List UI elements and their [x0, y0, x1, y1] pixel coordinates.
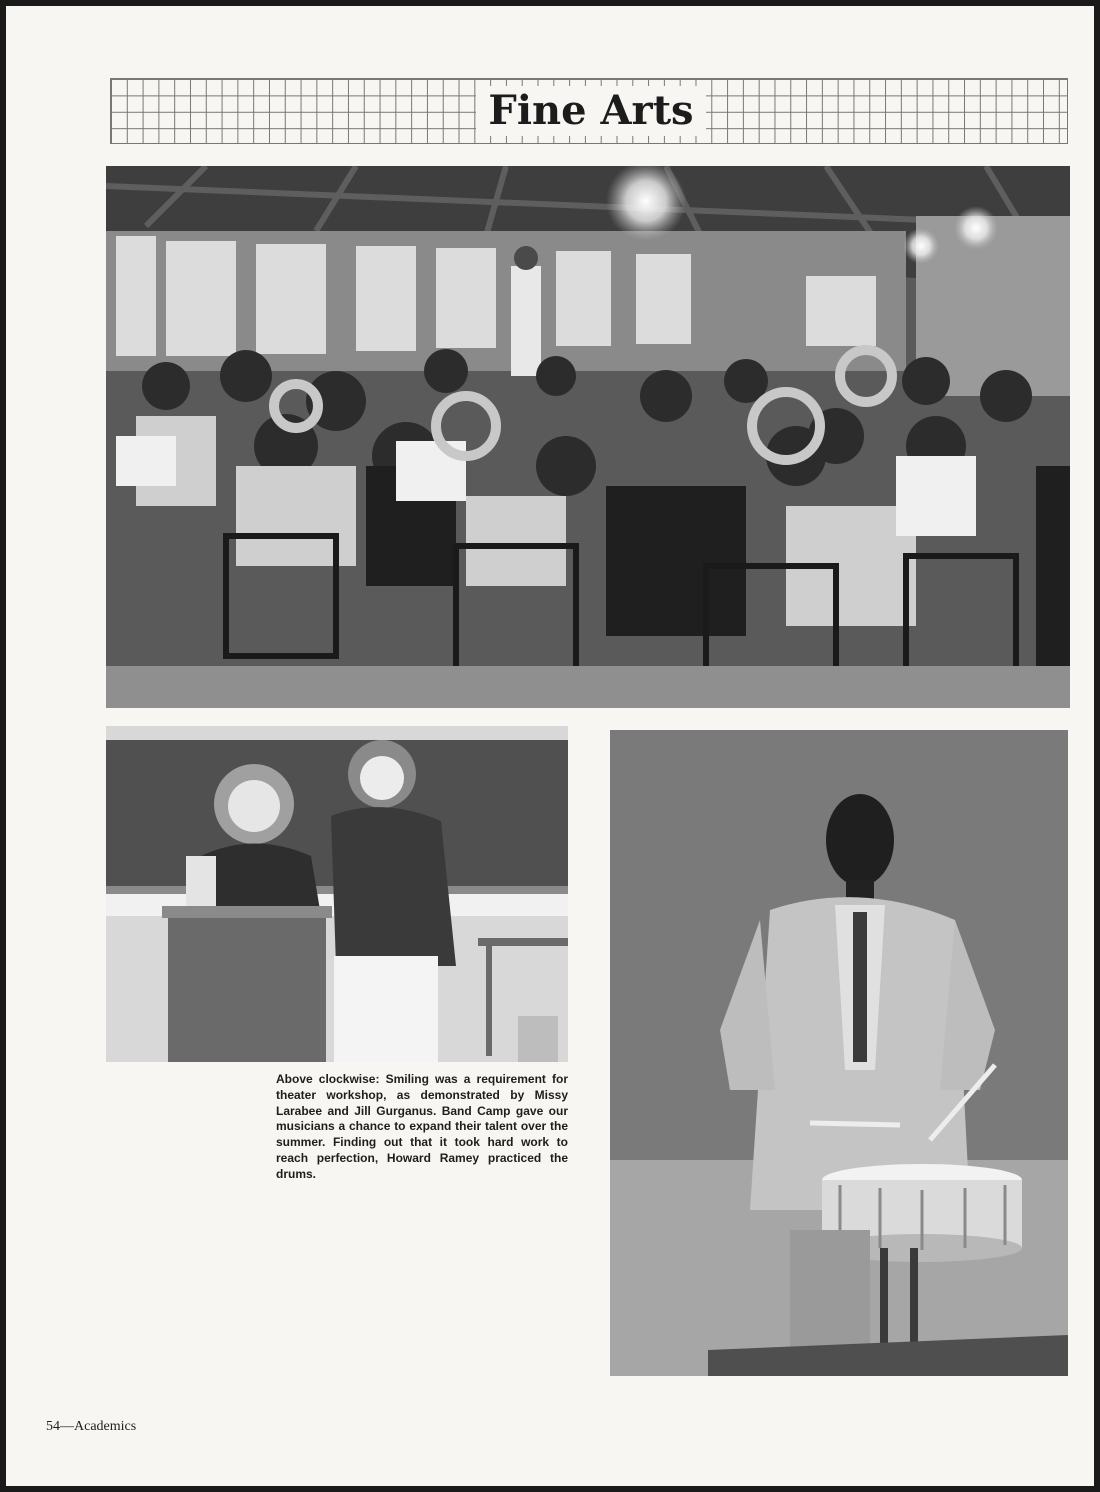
- theater-workshop-photo: [106, 726, 568, 1062]
- drummer-illustration: [610, 730, 1068, 1376]
- drummer-photo: [610, 730, 1068, 1376]
- band-camp-illustration: [106, 166, 1070, 708]
- page-folio: 54—Academics: [46, 1419, 137, 1434]
- band-camp-photo: [106, 166, 1070, 708]
- page-title: Fine Arts: [476, 86, 706, 136]
- theater-workshop-illustration: [106, 726, 568, 1062]
- photo-caption: Above clockwise: Smiling was a requirement for theater workshop, as demonstrated by Missy Larabee and Jill Gurganus. Band Camp gave our musicians a chance to expand their talent over the summer. Finding out that it took hard work to reach perfection, Howard Ramey practiced the drums.: [276, 1072, 568, 1181]
- yearbook-page: [6, 6, 1094, 1486]
